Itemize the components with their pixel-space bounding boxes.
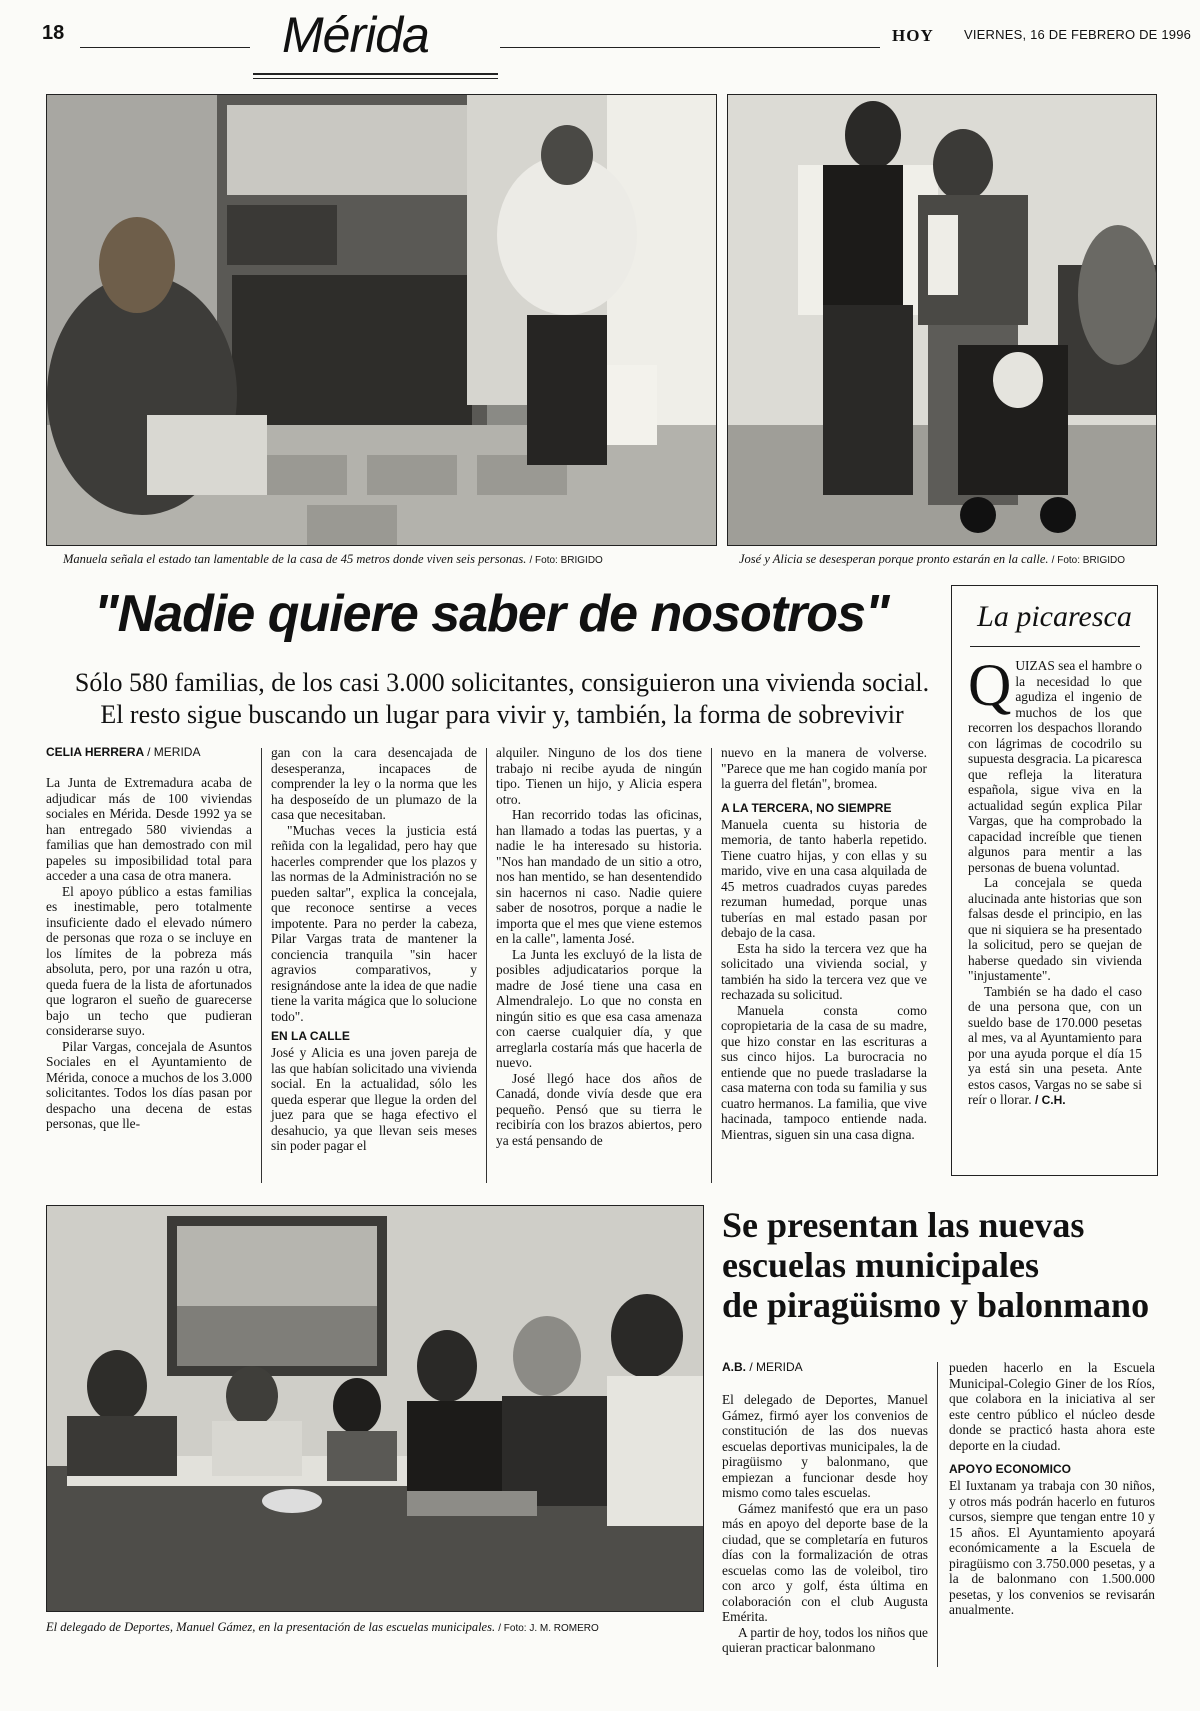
- photo-jose-alicia: [727, 94, 1157, 546]
- byline-place: / MERIDA: [147, 745, 201, 759]
- sidebar-la-picaresca: [951, 585, 1158, 1176]
- caption-text: José y Alicia se desesperan porque pronto estarán en la calle.: [739, 552, 1049, 566]
- second-headline: [722, 1205, 1149, 1325]
- sidebar-body: [968, 652, 1142, 1109]
- second-headline-line1: Se presentan las nuevas: [722, 1205, 1085, 1245]
- main-column-3: [496, 745, 702, 1148]
- paragraph: Esta ha sido la tercera vez que ha solicitado una vivienda social, y también ha sido la tercera vez que ve rechazada su solicitud.: [721, 940, 927, 1002]
- paragraph: Manuela cuenta su historia de memoria, de tanto haberla repetido. Tiene cuatro hijas, y con ellas y su marido, vive en una casa alquilada de 45 metros cuadrados cuyas paredes rezuman humedad, porque unas tuberías en mal estado pasan por debajo de la casa.: [721, 816, 927, 940]
- paragraph: Manuela consta como copropietaria de la casa de su madre, que hizo constar en las escrituras a sus cinco hijos. La burocracia no entiende que no puede trasladarse la casa materna con toda su familia y sus cuatro hermanos. La familia, que vive hacinada, tampoco entiende nada. Mientras, siguen sin una casa digna.: [721, 1002, 927, 1142]
- paragraph: El delegado de Deportes, Manuel Gámez, firmó ayer los convenios de constitución de las dos nuevas escuelas deportivas municipales, la de piragüismo y balonmano, que empiezan a funcionar desde hoy mismo como tales escuelas.: [722, 1392, 928, 1500]
- issue-date: VIERNES, 16 DE FEBRERO DE 1996: [964, 27, 1192, 42]
- sidebar-signature: / C.H.: [1034, 1093, 1066, 1107]
- paragraph: Gámez manifestó que era un paso más en apoyo del deporte base de la ciudad, que se completaría en futuros días con la formalización de otras escuelas como las de voleibol, tiro con arco y golf, ésta última en colaboración con el club Augusta Emérita.: [722, 1500, 928, 1624]
- main-column-1: [46, 745, 252, 1132]
- main-column-2: [271, 745, 477, 1154]
- publication-logo: HOY: [892, 26, 934, 45]
- sidebar-first-paragraph: UIZAS sea el hambre o la necesidad lo que agudiza el ingenio de muchos de los que recorren los despachos llorando con lágrimas de cocodrilo su supuesta desgracia. La picaresca que refleja la literatura española, sigue viva en la actualidad según explica Pilar Vargas, que ha comprobado la capacidad increíble que tienen algunos para mentir a las personas de buena voluntad.: [968, 658, 1142, 875]
- second-column-1: [722, 1360, 928, 1656]
- byline-name: CELIA HERRERA: [46, 745, 144, 759]
- paragraph: El apoyo público a estas familias es inestimable, pero totalmente insuficiente dado el elevado número de personas que roza o se incluye en los límites de la pobreza más absoluta, pero, por una razón u otra, queda fuera de la lista de afortunados que lograron el sueño de guarecerse bajo un techo que pudieran considerarse suyo.: [46, 883, 252, 1038]
- photo-caption-right: [739, 552, 1125, 567]
- column-divider: [711, 748, 712, 1183]
- photo-sports-meeting: [46, 1205, 704, 1612]
- photo-caption-left: [63, 552, 603, 567]
- paragraph: nuevo en la manera de volverse. "Parece que me han cogido manía por la guerra del fletán", bromea.: [721, 745, 927, 791]
- main-byline: [46, 745, 252, 759]
- section-underline-thin: [253, 78, 498, 79]
- paragraph: "Muchas veces la justicia está reñida con la legalidad, pero hay que hacerles comprender que los plazos y las normas de la Administración no se pueden saltar", explica la concejala, que reconoce sentirse a veces impotente. Para no perder la cabeza, Pilar Vargas trata de mantener la conciencia tranquila "sin hacer agravios comparativos, y resignándose ante la idea de que nadie tiene la varita mágica que lo solucione todo".: [271, 822, 477, 1024]
- paragraph: Han recorrido todas las oficinas, han llamado a todas las puertas, y a nadie le ha interesado su historia. "Nos han mandado de un sitio a otro, nos han mentido, se han desentendido sin hacernos ni caso. Nadie quiere saber de nosotros, porque a nadie le importa que el mes que viene estemos en la calle", lamenta José.: [496, 807, 702, 946]
- second-column-2: [949, 1360, 1155, 1618]
- subheading-en-la-calle: EN LA CALLE: [271, 1029, 350, 1043]
- paragraph: gan con la cara desencajada de desesperanza, incapaces de comprender la ley o la norma que les ha desposeído de un plumazo de la casa que necesitaban.: [271, 745, 477, 822]
- caption-text: Manuela señala el estado tan lamentable de la casa de 45 metros donde viven seis personas.: [63, 552, 527, 566]
- paragraph: La Junta de Extremadura acaba de adjudicar más de 100 viviendas sociales en Mérida. Desde 1992 ya se han entregado 580 viviendas a familias que han demostrado con mil papeles su imposibilidad total para acceder a una casa de otra manera.: [46, 775, 252, 883]
- column-divider: [261, 748, 262, 1183]
- byline-place: / MERIDA: [749, 1360, 803, 1374]
- paragraph: [968, 984, 1142, 1109]
- section-title: Mérida: [282, 7, 429, 63]
- byline-name: A.B.: [722, 1360, 746, 1374]
- paragraph: La Junta les excluyó de la lista de posibles adjudicatarios porque la madre de José tiene una casa en Almendralejo. Lo que no consta en ningún sitio es que esa casa amenaza con caerse cualquier día, y que arreglarla costaría más que hacerla de nuevo.: [496, 946, 702, 1070]
- header-rule-left: [80, 47, 250, 48]
- second-byline: [722, 1360, 928, 1374]
- photo-credit: / Foto: BRIGIDO: [529, 555, 603, 566]
- second-headline-line3: de piragüismo y balonmano: [722, 1285, 1150, 1325]
- drop-cap: Q: [968, 652, 1012, 718]
- section-underline: [253, 73, 498, 75]
- photo-manuela-house: [46, 94, 717, 546]
- photo-credit: / Foto: J. M. ROMERO: [498, 1623, 599, 1634]
- main-subhead-line2: El resto sigue buscando un lugar para vivir y, también, la forma de sobrevivir: [100, 700, 904, 729]
- paragraph: El Iuxtanam ya trabaja con 30 niños, y otros más podrán hacerlo en futuros cursos, siempre que tengan entre 10 y 15 años. El Ayuntamiento apoyará económicamente a la Escuela de piragüismo con 3.750.000 pesetas, y a la de balonmano con 1.500.000 pesetas, y los convenios se revisarán anualmente.: [949, 1478, 1155, 1617]
- subheading-apoyo-economico: APOYO ECONOMICO: [949, 1462, 1072, 1476]
- paragraph: José llegó hace dos años de Canadá, donde vivía desde que era pequeño. Pensó que su tierra le recibiría con los brazos abiertos, pero ya está pensando de: [496, 1070, 702, 1148]
- main-headline: "Nadie quiere saber de nosotros": [94, 585, 889, 643]
- photo-caption-bottom: [46, 1620, 599, 1635]
- photo-credit: / Foto: BRIGIDO: [1051, 555, 1126, 566]
- main-column-4: [721, 745, 927, 1142]
- main-subhead-line1: Sólo 580 familias, de los casi 3.000 solicitantes, consiguieron una vivienda social.: [74, 668, 930, 697]
- column-divider: [486, 748, 487, 1183]
- paragraph: La concejala se queda alucinada ante historias que son falsas desde el principio, en las que ni siquiera se ha presentado la solicitud, pero se quejan de haberse quedado sin vivienda "injustamente".: [968, 875, 1142, 983]
- subheading-a-la-tercera: A LA TERCERA, NO SIEMPRE: [721, 800, 892, 815]
- sidebar-last-paragraph: También se ha dado el caso de una persona que, con un sueldo base de 170.000 pesetas al mes, va al Ayuntamiento para por una ayuda porque el día 15 ya está sin una peseta. Ante estos casos, Vargas no se sabe si reír o llorar.: [968, 983, 1142, 1107]
- header-rule-right: [500, 47, 880, 48]
- paragraph: Pilar Vargas, concejala de Asuntos Sociales en el Ayuntamiento de Mérida, conoce a muchos de los 3.000 solicitantes. Todos los días pasan por despacho una decena de estas personas, que lle-: [46, 1038, 253, 1131]
- paragraph: A partir de hoy, todos los niños que quieran practicar balonmano: [722, 1624, 928, 1655]
- paragraph: José y Alicia es una joven pareja de las que habían solicitado una vivienda social. En la actualidad, sólo les queda esperar que llegue la orden del juez para que se haga efectivo el desahucio, ya que llevan seis meses sin poder pagar el: [271, 1045, 477, 1153]
- page-number: 18: [42, 22, 65, 44]
- sidebar-title: La picaresca: [977, 600, 1132, 633]
- paragraph: [968, 652, 1142, 875]
- column-divider: [937, 1362, 938, 1667]
- paragraph: pueden hacerlo en la Escuela Municipal-Colegio Giner de los Ríos, que colabora en la iniciativa al ser este centro público el núcleo desde donde se practicó hasta ahora este deporte en la ciudad.: [949, 1360, 1155, 1453]
- second-headline-line2: escuelas municipales: [722, 1245, 1040, 1285]
- sidebar-title-rule: [970, 646, 1140, 647]
- caption-text: El delegado de Deportes, Manuel Gámez, en la presentación de las escuelas municipales.: [46, 1620, 496, 1634]
- paragraph: alquiler. Ninguno de los dos tiene trabajo ni recibe ayuda de ningún tipo. Tienen un hijo, y Alicia espera otro.: [496, 745, 702, 807]
